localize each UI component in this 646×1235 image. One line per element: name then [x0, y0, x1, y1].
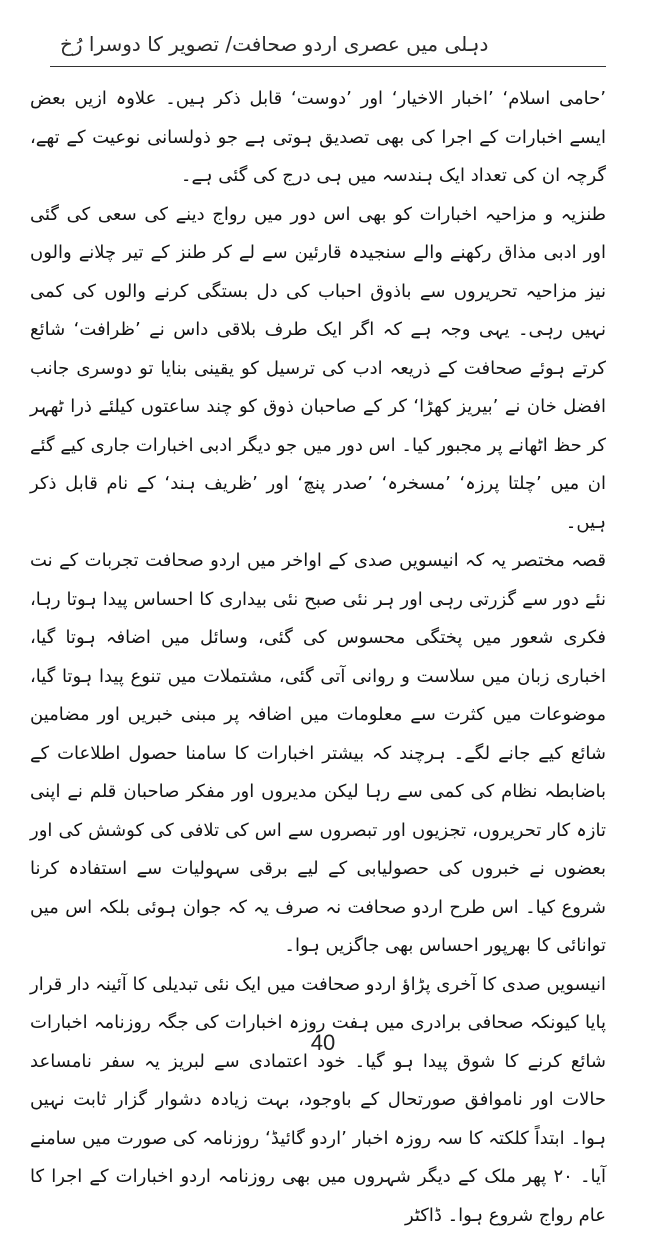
paragraph: ’حامی اسلام‘ ’اخبار الاخیار‘ اور ’دوست‘ قابل ذکر ہیں۔ علاوہ ازیں بعض ایسے اخبارات کے اجرا کی بھی تصدیق ہوتی ہے جو ذولسانی نوعیت کے تھے، گرچہ ان کی تعداد ایک ہندسہ میں ہی درج کی گئی ہے۔	[30, 80, 606, 196]
header-divider	[50, 66, 606, 67]
paragraph: انیسویں صدی کا آخری پڑاؤ اردو صحافت میں ایک نئی تبدیلی کا آئینہ دار قرار پایا کیونکہ صحافی برادری میں ہفت روزہ اخبارات کی جگہ روزنامہ اخبارات شائع کرنے کا شوق پیدا ہو گیا۔ خود اعتمادی سے لبریز یہ سفر نامساعد حالات اور ناموافق صورتحال کے باوجود، بہت زیادہ دشوار گزار ثابت نہیں ہوا۔ ابتداً کلکتہ کا سہ روزہ اخبار ’اردو گائیڈ‘ روزنامہ کی صورت میں سامنے آیا۔ ۲۰ پھر ملک کے دیگر شہروں میں بھی روزنامہ اردو اخبارات کے اجرا کا عام رواج شروع ہوا۔ ڈاکٹر	[30, 966, 606, 1235]
paragraph: قصہ مختصر یہ کہ انیسویں صدی کے اواخر میں اردو صحافت تجربات کے نت نئے دور سے گزرتی رہی اور ہر نئی صبح نئی بیداری کا احساس پیدا ہوتا رہا، فکری شعور میں پختگی محسوس کی گئی، وسائل میں اضافہ ہوتا گیا، اخباری زبان میں سلاست و روانی آتی گئی، مشتملات میں تنوع پیدا ہوتا گیا، موضوعات میں کثرت سے معلومات میں اضافہ پر مبنی خبریں اور مضامین شائع کیے جانے لگے۔ ہرچند کہ بیشتر اخبارات کا سامنا حصول اطلاعات کے باضابطہ نظام کی کمی سے رہا لیکن مدیروں اور مفکر صاحبان قلم نے اپنی تازہ کار تحریروں، تجزیوں اور تبصروں سے اس کی تلافی کی کوشش کی اور بعضوں نے خبروں کی حصولیابی کے لیے برقی سہولیات سے استفادہ کرنا شروع کیا۔ اس طرح اردو صحافت نہ صرف یہ کہ جوان ہوئی بلکہ اس میں توانائی کا بھرپور احساس بھی جاگزیں ہوا۔	[30, 542, 606, 966]
running-header: دہلی میں عصری اردو صحافت/ تصویر کا دوسرا رُخ	[60, 30, 602, 58]
body-text	[30, 80, 606, 1235]
paragraph: طنزیہ و مزاحیہ اخبارات کو بھی اس دور میں رواج دینے کی سعی کی گئی اور ادبی مذاق رکھنے والے سنجیدہ قارئین سے لے کر طنز کے تیر چلانے والوں نیز مزاحیہ تحریروں سے باذوق احباب کی دل بستگی کرنے والوں کی کمی نہیں رہی۔ یہی وجہ ہے کہ اگر ایک طرف بلاقی داس نے ’ظرافت‘ شائع کرتے ہوئے صحافت کے ذریعہ ادب کی ترسیل کو یقینی بنایا تو دوسری جانب افضل خان نے ’بیریز کھڑا‘ کر کے صاحبان ذوق کو چند ساعتوں کیلئے ذرا ٹھہر کر حظ اٹھانے پر مجبور کیا۔ اس دور میں جو دیگر ادبی اخبارات جاری کیے گئے ان میں ’چلتا پرزہ‘ ’مسخرہ‘ ’صدر پنچ‘ اور ’ظریف ہند‘ کے نام قابل ذکر ہیں۔	[30, 196, 606, 543]
page-number: 40	[0, 1030, 646, 1056]
